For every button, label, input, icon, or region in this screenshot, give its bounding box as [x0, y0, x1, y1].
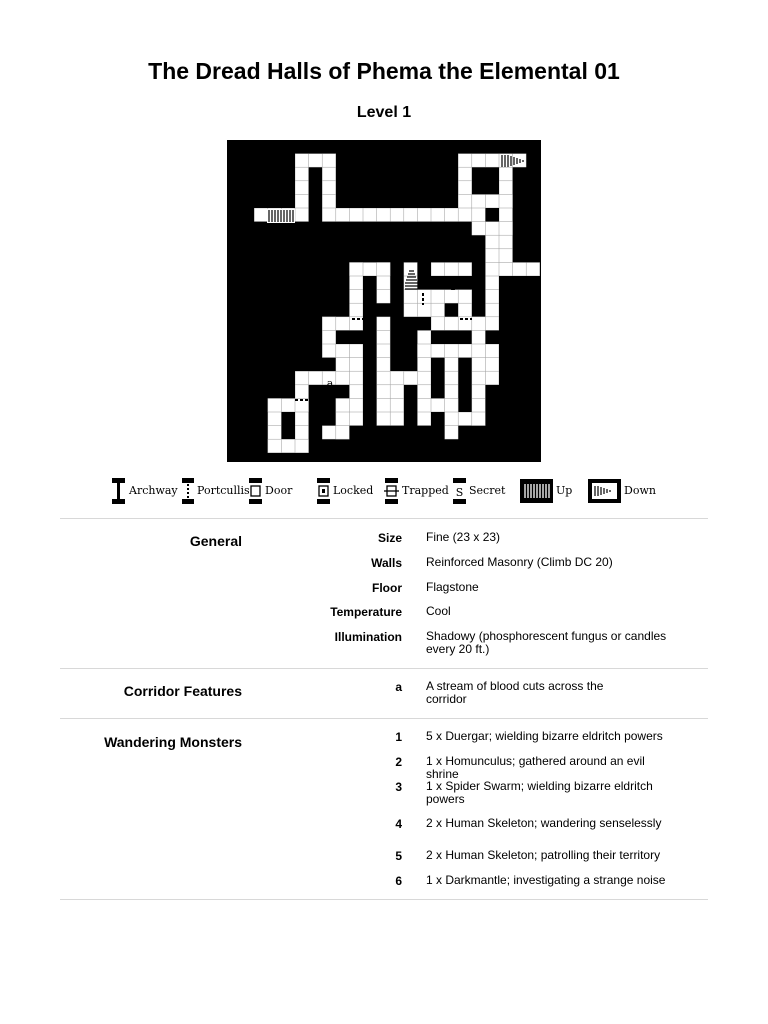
row-key-4: 4: [395, 817, 402, 831]
floor-tile: [404, 303, 445, 317]
corridor-label-a: a: [326, 377, 334, 390]
legend-label-up: Up: [556, 484, 573, 497]
floor-tile: [445, 344, 459, 439]
floor-tile: [472, 222, 513, 236]
floor-tile: [336, 344, 350, 385]
svg-text:S: S: [455, 486, 464, 499]
floor-tile: [431, 262, 472, 276]
section-divider: [60, 899, 708, 900]
section-title-corridor-features: Corridor Features: [123, 683, 242, 699]
room-label-3: 3: [286, 422, 294, 435]
floor-tile: [322, 317, 336, 358]
row-key-5: 5: [395, 849, 402, 863]
row-value-walls: Reinforced Masonry (Climb DC 20): [426, 555, 613, 569]
row-value-4: 2 x Human Skeleton; wandering senselessly: [426, 816, 662, 830]
legend-label-down: Down: [624, 484, 656, 497]
legend-label-trapped: Trapped: [402, 484, 449, 497]
row-value-5: 2 x Human Skeleton; patrolling their territory: [426, 848, 661, 862]
row-value-size: Fine (23 x 23): [426, 530, 501, 544]
row-value-1: 5 x Duergar; wielding bizarre eldritch powers: [426, 729, 663, 743]
section-divider: [60, 718, 708, 719]
row-key-floor: Floor: [372, 581, 402, 595]
level-subtitle: Level 1: [356, 104, 412, 121]
row-key-a: a: [395, 680, 402, 694]
room-label-2: 2: [368, 280, 376, 293]
stairs-up-icon: [520, 479, 553, 503]
floor-tile: [254, 208, 268, 222]
legend-label-portcullis: Portcullis: [197, 484, 250, 497]
section-divider: [60, 668, 708, 669]
legend-label-door: Door: [265, 484, 293, 497]
row-key-6: 6: [395, 874, 402, 888]
page-title: The Dread Halls of Phema the Elemental 01: [148, 58, 620, 84]
row-key-size: Size: [377, 531, 402, 545]
secret-door-icon: [453, 478, 466, 504]
row-key-3: 3: [395, 780, 402, 794]
row-value-a: A stream of blood cuts across the corridor: [426, 679, 604, 706]
map-legend: [108, 476, 668, 506]
row-key-2: 2: [395, 755, 402, 769]
floor-tile: [485, 344, 499, 385]
row-key-1: 1: [395, 730, 402, 744]
stairs-down-icon: [588, 479, 621, 503]
floor-tile: [295, 412, 309, 453]
locked-door-icon: [317, 478, 330, 504]
floor-tile: [377, 262, 391, 303]
row-value-3: 1 x Spider Swarm; wielding bizarre eldritch powers: [426, 779, 653, 806]
archway-icon: [112, 478, 125, 504]
row-value-2: 1 x Homunculus; gathered around an evil shrine: [426, 754, 645, 781]
legend-label-secret: Secret: [469, 484, 506, 497]
row-key-walls: Walls: [371, 556, 402, 570]
row-key-illumination: Illumination: [334, 630, 402, 644]
stairs-up-icon: [267, 209, 295, 223]
floor-tile: [499, 262, 540, 276]
row-value-temperature: Cool: [426, 604, 451, 618]
section-divider: [60, 518, 708, 519]
trapped-door-icon: [384, 478, 399, 504]
legend-label-locked: Locked: [333, 484, 374, 497]
row-value-floor: Flagstone: [426, 580, 479, 594]
floor-tile: [295, 154, 309, 222]
row-value-6: 1 x Darkmantle; investigating a strange noise: [426, 873, 666, 887]
legend-label-archway: Archway: [129, 484, 178, 497]
row-value-illumination: Shadowy (phosphorescent fungus or candles every 20 ft.): [426, 629, 667, 656]
door-icon: [249, 478, 262, 504]
section-title-general: General: [189, 533, 242, 549]
room-label-1: 1: [449, 280, 457, 293]
dungeon-map: [227, 140, 541, 462]
row-key-temperature: Temperature: [330, 605, 402, 619]
section-title-wandering-monsters: Wandering Monsters: [104, 734, 242, 750]
portcullis-icon: [182, 478, 194, 504]
